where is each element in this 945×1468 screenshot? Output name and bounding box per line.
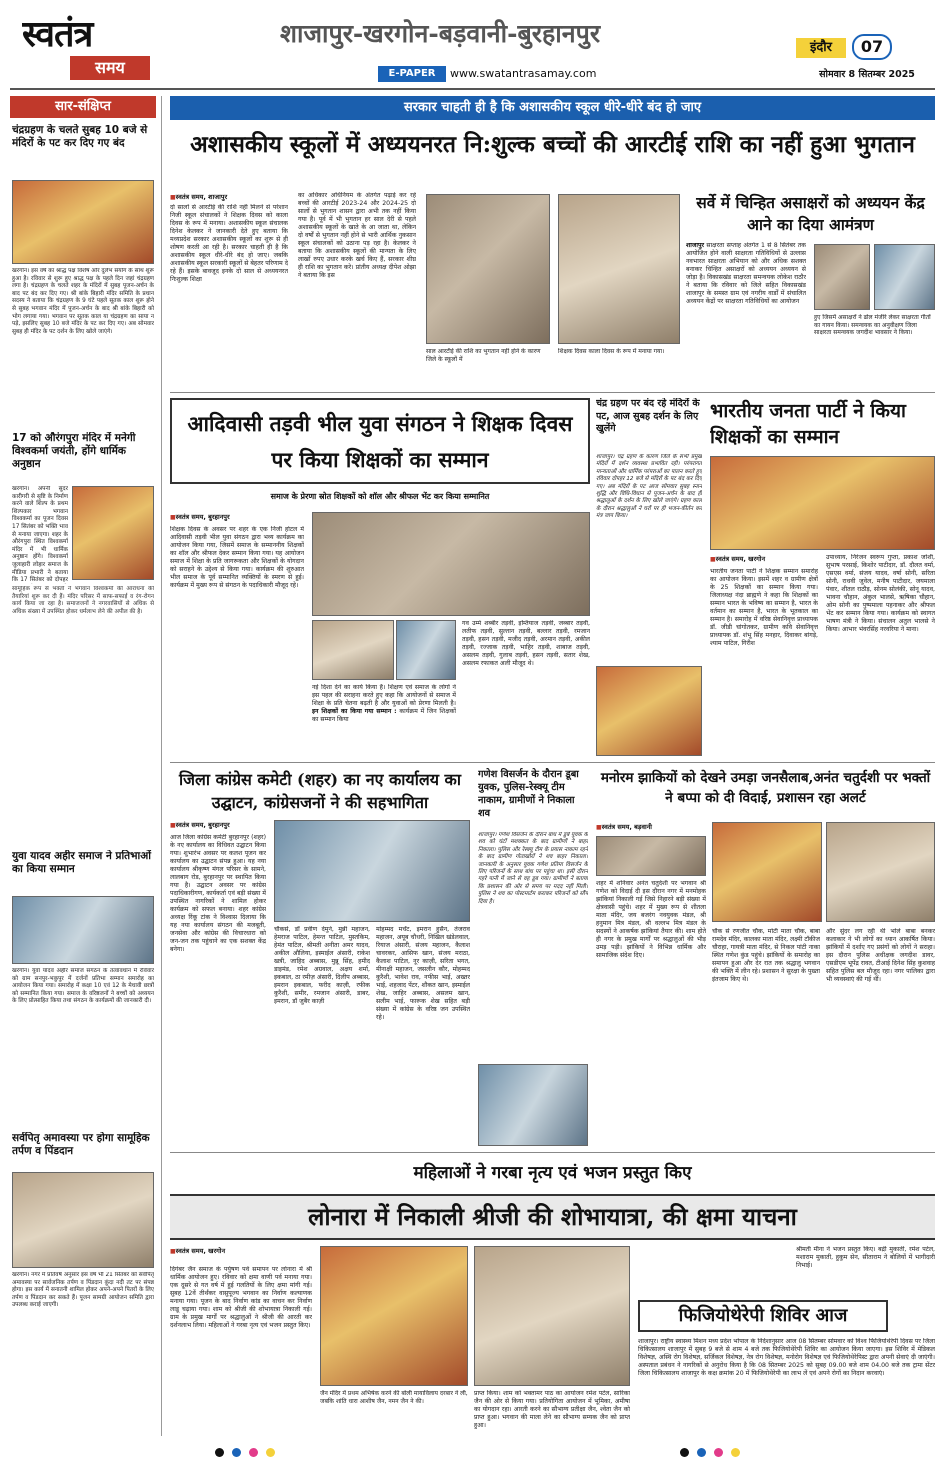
bhil-headline: आदिवासी तड़वी भील युवा संगठन ने शिक्षक दिवस पर किया शिक्षकों का सम्मान bbox=[187, 411, 573, 472]
lonara-women-photo bbox=[474, 1246, 630, 1386]
registration-mark-5 bbox=[680, 1448, 689, 1457]
bjp-col1: भारतीय जनता पार्टी ने शिक्षक सम्मान समारोह का आयोजन किया। इसमें शहर व ग्रामीण क्षेत्रों के 25 शिक्षकों का सम्मान किया गया। जिलाध्यक्ष नंदा ब्राह्मणे ने कहा कि शिक्षकों का सम्मान भारत के भविष्य का सम्मान है, भारत के वर्तमान का सम्मान है, भारत के भूतकाल का सम्मान है। समारोह में वरिष्ठ सेवानिवृत्त प्राध्यापक डॉ. जीडी चांगोतकर, ग्रामीण कवि सेवानिवृत्त प्राध्यापक डॉ. शंभू सिंह मनहार, दिवाकर बांगड़े, श्याम पाटिल, गिरीश bbox=[710, 568, 818, 647]
sidebar-item-2-headline: 17 को औरंगपुरा मंदिर में मनेगी विश्वकर्मा जयंती, होंगे धार्मिक अनुष्ठान bbox=[12, 432, 136, 470]
bhil-headline-box bbox=[170, 398, 590, 484]
top-story-col2: का अधिकार अधिनियम के अंतर्गत पढ़ाई कर रहे बच्चों की आरटीई 2023-24 और 2024-25 दो सालों से भुगतान शासन द्वारा अभी तक नहीं किया गया है। पूर्व में भी भुगतान हर साल देरी से पहले अशासकीय स्कूलों के खाते के आ जाता था, लेकिन दो वर्षों से भुगतान नहीं होने से भारी आर्थिक नुकसान स्कूल संचालकों को उठाना पड़ रहा है। केलकर ने बताया कि अशासकीय स्कूलों की मान्यता के लिए लाखों रुपए उधार करके खर्च किए हैं, सरकार शीघ्र ही राशि का भुगतान करे। प्रांतीय अध्यक्ष दीपेश ओझा ने बताया कि इस bbox=[298, 192, 416, 279]
rte-photo-2-caption: शिक्षक दिवस काला दिवस के रूप में मनाया गया। bbox=[558, 348, 665, 355]
registration-mark-8 bbox=[731, 1448, 740, 1457]
rte-protest-photo-1 bbox=[426, 194, 550, 344]
rescue-boat-photo bbox=[478, 1064, 588, 1146]
sidebar-item-4-headline: सर्वपितृ अमावस्या पर होगा सामूहिक तर्पण व पिंडदान bbox=[12, 1132, 150, 1157]
jhanki-photo-1 bbox=[596, 836, 706, 876]
lonara-byline: ■ स्वतंत्र समय, खरगोन bbox=[170, 1246, 310, 1256]
survey-photo-2 bbox=[874, 244, 935, 310]
tarpan-photo bbox=[12, 1172, 154, 1268]
section-divider-1 bbox=[170, 392, 935, 393]
registration-mark-2 bbox=[232, 1448, 241, 1457]
bhil-photo-speaker bbox=[396, 620, 456, 680]
registration-mark-4 bbox=[266, 1448, 275, 1457]
ganesh-story bbox=[478, 768, 588, 1148]
jhanki-story bbox=[596, 768, 935, 1148]
top-story-byline: ■ स्वतंत्र समय, शाजापुर bbox=[170, 192, 290, 201]
chandragrahan-text: शाजापुर। चंद्र ग्रहण के कारण जिले के सभी प्रमुख मंदिरों में दर्शन व्यवस्था प्रभावित रही। परंपरागत मान्यताओं और धार्मिक परंपराओं का पालन करते हुए रविवार दोपहर 12 बजे से मंदिरों के पट बंद कर दिए गए। अब मंदिरों के पट आज सोमवार सुबह स्नान शुद्धि और विधि-विधान से पूजन-अर्चन के बाद ही श्रद्धालुओं के दर्शन के लिए खोले जाएंगे। ग्रहण काल के दौरान श्रद्धालुओं ने घरों पर ही भजन-कीर्तन कर मंत्र जाप किया। bbox=[596, 454, 702, 520]
survey-text bbox=[686, 242, 806, 382]
physio-story bbox=[638, 1300, 935, 1436]
sidebar bbox=[10, 96, 156, 1436]
registration-mark-1 bbox=[215, 1448, 224, 1457]
survey-headline: सर्वे में चिन्हित असाक्षरों को अध्ययन केंद्र आने का दिया आमंत्रण bbox=[696, 193, 925, 234]
section-divider-2 bbox=[170, 762, 935, 763]
survey-text-body: साक्षरता सप्ताह अंतर्गत 1 से 8 सितंबर तक आयोजित होने वाली साक्षरता गतिविधियों से उल्लास नवभारत साक्षरता अभियान को और अधिक सशक्त बनाकर चिन्हित असाक्षरों को अध्ययन अध्ययन से जोड़ा है। विकासखंड साक्षरता समन्वयक लोकेश राठौर ने बताया कि रविवार को जिले सहित विकासखंड शाजापुर के समस्त ग्राम एवं नगरीय वार्डों में संचालित अध्ययन केंद्रों पर साक्षरता गतिविधियों का आयोजन bbox=[686, 242, 806, 305]
logo-top: स्वतंत्र bbox=[22, 13, 93, 52]
lonara-col4-wrap bbox=[638, 1246, 935, 1298]
registration-mark-6 bbox=[697, 1448, 706, 1457]
lonara-body bbox=[170, 1246, 630, 1436]
top-story-body bbox=[170, 192, 680, 388]
jhanki-headline: मनोरम झाकियों को देखने उमड़ा जनसैलाब,अनंत चतुर्दशी पर भक्तों ने बप्पा को दी विदाई, प्रशासन रहा अलर्ट bbox=[600, 770, 931, 806]
bhil-col2-bold: इन शिक्षकों का किया गया सम्मान : bbox=[312, 708, 397, 715]
lonara-col1: दिगंबर जैन समाज के पर्युषण पर्व समापन पर लोनारा में श्री धार्मिक आयोजन हुए। रविवार को क्षमा वाणी पर्व मनाया गया। एक दूसरे से गत वर्ष में हुई गलतियों के लिए क्षमा मांगी गई। सुबह 12वें तीर्थंकर वासुपूज्य भगवान का निर्वाण कल्याणक मनाया गया। पूजन के बाद निर्वाण कांड का वाचन कर निर्वाण लाडू चढ़ाया गया। शाम को श्रीजी की शोभायात्रा निकाली गई। ग्राम के प्रमुख मार्गों पर श्रद्धालुओं ने श्रीजी की आरती कर दर्शनलाभ लिया। महिलाओं ने गरबा नृत्य एवं भजन प्रस्तुत किए। bbox=[170, 1266, 312, 1329]
bhil-photo-honour bbox=[312, 620, 394, 680]
congress-story bbox=[170, 768, 470, 1148]
bhil-col2 bbox=[312, 684, 456, 752]
sidebar-item-3-headline: युवा यादव अहीर समाज ने प्रतिभाओं का किया सम्मान bbox=[12, 850, 151, 875]
bjp-photo bbox=[710, 456, 935, 550]
page-number: 07 bbox=[852, 34, 892, 60]
bhil-col1: शिक्षक दिवस के अवसर पर शहर के एक निजी होटल में आदिवासी तड़वी भील युवा संगठन द्वारा भव्य कार्यक्रम का आयोजन किया गया, जिसमें समाज के सम्माननीय शिक्षकों का शॉल और श्रीफल देकर सम्मान किया गया। यह आयोजन समाज में शिक्षा के प्रति जागरूकता और शिक्षकों के योगदान को सराहने के उद्देश्य से किया गया। कार्यक्रम की शुरुआत भील समाज के पूर्व सम्मानित व्यक्तियों के स्मरण से हुई। कार्यक्रम में मुख्य रूप से संगठन के पदाधिकारी मौजूद रहे। bbox=[170, 526, 304, 589]
sidebar-item-2-text-cont: सामूहिक रूप से भक्तों ने भगवान विश्वकर्मा की आराधना की तैयारियां शुरू कर दी हैं। मंदिर परिसर में साफ-सफाई व रंग-रोगन कार्य किया जा रहा है। समाजजनों ने नगरवासियों से अधिक से अधिक संख्या में उपस्थित होकर धर्मलाभ लेने की अपील की है। bbox=[12, 586, 154, 615]
sidebar-title: सार-संक्षिप्त bbox=[10, 96, 156, 118]
lonara-headline-box bbox=[170, 1194, 935, 1240]
bjp-headline: भारतीय जनता पार्टी ने किया शिक्षकों का सम्मान bbox=[710, 400, 906, 448]
ganesh-headline: गणेश विसर्जन के दौरान डूबा युवक, पुलिस-रेस्क्यू टीम नाकाम, ग्रामीणों ने निकाला शव bbox=[478, 769, 579, 819]
sidebar-item-1-headline: चंद्रग्रहण के चलते सुबह 10 बजे से मंदिरों के पट कर दिए गए बंद bbox=[12, 124, 148, 149]
congress-col1: आज जिला कांग्रेस कमेटी बुरहानपुर (शहर) के नए कार्यालय का विधिवत उद्घाटन किया गया। शुभारंभ अवसर पर कलश पूजन कर कार्यालय का उद्घाटन संपन्न हुआ। यह नया कार्यालय श्रीकृष्ण मंगल परिसर के सामने, लालबाग रोड, बुरहानपुर पर स्थापित किया गया है। उद्घाटन अवसर पर कांग्रेस पदाधिकारीगण, कार्यकर्ता एवं बड़ी संख्या में उपस्थित नागरिकों ने शामिल होकर कार्यक्रम को सफल बनाया। शहर कांग्रेस अध्यक्ष रिंकू टांक ने विश्वास दिलाया कि यह नया कार्यालय संगठन की मजबूती, जनसेवा और कांग्रेस की विचारधारा को जन-जन तक पहुंचाने का एक सशक्त केंद्र बनेगा। bbox=[170, 834, 266, 953]
jhanki-col3: और सुंदर लग रही थी भोले बाबा बनकर कलाकार ने भी लोगों का ध्यान आकर्षित किया। झांकियों में दर्शाए गए प्रसंगों को लोगों ने सराहा। इस दौरान पुलिस अधीक्षक जगदीश डावर, एसडीएम भूपेंद्र रावत, टीआई दिनेश सिंह कुशवाह सहित पुलिस बल मौजूद रहा। नगर पालिका द्वारा भी व्यवस्थाएं की गई थीं। bbox=[826, 928, 935, 983]
date-label: सोमवार 8 सितम्बर 2025 bbox=[819, 69, 915, 80]
lonara-col4: श्रीमती मीना ने भजन प्रस्तुत किए। बद्री मुकाती, रमेश पटेल, मशाराम मुकाती, हुकुम सेन, सीताराम ने बोलियों में भागीदारी निभाई। bbox=[796, 1246, 935, 1269]
chandragrahan-story bbox=[596, 398, 702, 758]
survey-story bbox=[686, 192, 935, 388]
physio-text: शाजापुर। राष्ट्रीय स्वास्थ्य मिशन मध्य प्रदेश भोपाल के निर्देशानुसार आज 08 सितम्बर सोमवार को विश्व फिजियोथेरेपी दिवस पर जिला चिकित्सालय शाजापुर में सुबह 9 बजे से शाम 4 बजे तक फिजियोथेरेपी शिविर का आयोजन किया जाएगा। इस शिविर में मेडिकल विशेषज्ञ, अस्थि रोग विशेषज्ञ, सर्जिकल विशेषज्ञ, नेत्र रोग विशेषज्ञ, मनोरोग विशेषज्ञ एवं फिजियोथेरेपिस्ट द्वारा अपनी सेवाएं दी जाएंगी। अस्पताल प्रबंधन ने नागरिकों से अनुरोध किया है कि 08 सितम्बर 2025 को सुबह 09.00 बजे शाम 04.00 बजे तक ट्रामा सेंटर जिला चिकित्सालय शाजापुर के कक्ष क्रमांक 20 में फिजियोथेरेपी का लाभ लें एवं अपने रोगों का निदान करवाएं। bbox=[638, 1338, 935, 1377]
bjp-byline: ■ स्वतंत्र समय, खरगोन bbox=[710, 554, 820, 564]
bjp-story bbox=[710, 398, 935, 758]
temple-photo bbox=[12, 180, 154, 264]
website-link[interactable]: www.swatantrasamay.com bbox=[450, 67, 597, 80]
jhanki-col2: चौक से रणजीत चौक, मोटी माता चौक, बाबा रामदेव मंदिर, कालका माता मंदिर, लक्ष्मी टॉकीज चौराहा, गायत्री माता मंदिर, से निकल पांटी नाका स्थित गणेश कुंड पहुंचे। झांकियों के समारोह का समापन हुआ और देर रात तक श्रद्धालु भगवान की भक्ति में लीन रहे। प्रशासन ने सुरक्षा के पुख्ता इंतजाम किए थे। bbox=[712, 928, 820, 983]
temple-closed-photo bbox=[596, 666, 702, 756]
lonara-headline: लोनारा में निकाली श्रीजी की शोभायात्रा, की क्षमा याचना bbox=[308, 1202, 797, 1231]
masthead bbox=[0, 0, 945, 88]
bhil-col2-text: नई दिशा देने का कार्य किया है। शिक्षण एवं समाज के लोगों ने इस पहल की सराहना करते हुए कहा कि आयोजनों से समाज में शिक्षा के प्रति चेतना बढ़ती है और युवाओं को प्रेरणा मिलती है। bbox=[312, 684, 456, 707]
lonara-photo-caption: जैन मंदिर में प्रथम अभिषेक करने की बोली मायाविलाय दरबार ने ली, जबकि शांति धारा आशीष जैन, नमन जैन ने की। bbox=[320, 1390, 468, 1405]
ganesh-text: शाजापुर। गणेश विसर्जन के दौरान बांध में डूबे युवक के शव को घंटों मशक्कत के बाद ग्रामीणों ने बाहर निकाला। पुलिस और रेस्क्यू टीम के प्रयास नाकाम रहने के बाद ग्रामीण गोताखोरों ने शव बाहर निकाला। जानकारी के अनुसार युवक गणेश प्रतिमा विसर्जन के लिए परिजनों के साथ बांध पर पहुंचा था। इसी दौरान गहरे पानी में जाने से वह डूब गया। ग्रामीणों ने बताया कि प्रशासन की ओर से समय पर मदद नहीं मिली। पुलिस ने शव का पोस्टमार्टम कराकर परिजनों को सौंप दिया है। bbox=[478, 832, 588, 905]
bhil-col2-after: कार्यक्रम में जिन शिक्षकों का सम्मान किया bbox=[312, 708, 456, 723]
sidebar-item-4-text: खरगोन। नगर में प्रतिवर्ष अनुसार इस वर्ष भी 21 सितंबर को सर्वपितृ अमावस्या पर सार्वजनिक तर्पण व पिंडदान कुंदा नदी तट पर संपन्न होगा। इस कार्य में सनातनी शामिल होकर अपने-अपने पितरों के लिए तर्पण व पिंडदान कर सकते हैं। पूजन सामग्री आयोजन समिति द्वारा उपलब्ध कराई जाएगी। bbox=[12, 1272, 154, 1309]
section-divider-3 bbox=[170, 1152, 935, 1153]
survey-photo-1 bbox=[814, 244, 870, 310]
sidebar-item-2-text: खरगोन। अपनी सुंदर कारीगरी से सृष्टि के निर्माण करने वाले शिल्प के प्रथम शिल्पकार भगवान विश्वकर्मा का पूजन दिवस 17 सितंबर को भक्ति भाव से मनाया जाएगा। शहर के औरंगपुरा स्थित विश्वकर्मा मंदिर में भी धार्मिक अनुष्ठान होंगे। विश्वकर्मा जुलाहारी लोहार समाज के मीडिया प्रभारी ने बताया कि 17 सितंबर को दोपहर bbox=[12, 486, 68, 584]
bhil-story bbox=[170, 398, 590, 758]
congress-headline: जिला कांग्रेस कमेटी (शहर) का नए कार्यालय का उद्घाटन, कांग्रेसजनों ने की सहभागिता bbox=[179, 770, 461, 812]
physio-headline: फिजियोथेरेपी शिविर आज bbox=[678, 1305, 848, 1326]
registration-mark-7 bbox=[714, 1448, 723, 1457]
bhil-photo-group bbox=[312, 512, 590, 616]
lonara-kicker: महिलाओं ने गरबा नृत्य एवं भजन प्रस्तुत किए bbox=[413, 1163, 692, 1183]
epaper-label: E-PAPER bbox=[378, 66, 446, 82]
jhanki-photo-2 bbox=[712, 822, 822, 922]
yadav-samaj-photo bbox=[12, 896, 154, 964]
congress-col3: मोहम्मद मर्चेंट, इमरान हुसैन, तेजराव महाजन, अयूब चौधरी, निखिल खंडेलवाल, रियाज अंसारी, संजय महाजन, कैलाश चावरकर, आसिफ खान, संजय मराठा, कैलाश पाटिल, नूर काज़ी, सरिता भगत, मीनाक्षी महाजन, जसलीन कौर, मोहम्मद कुरैशी, भावेश राव, नफीस भाई, अख्तर भाई, शहजाद पेंटर, शौकत खान, इस्माईल शेख, जाहिर अब्बास, असलम खान, सलीम भाई, फारूक शेख सहित बड़ी संख्या में कांग्रेस के वरिष्ठ जन उपस्थित रहे। bbox=[376, 926, 470, 1021]
bhil-subhead: समाज के प्रेरणा स्रोत शिक्षकों को शॉल और श्रीफल भेंट कर किया सम्मानित bbox=[270, 492, 490, 501]
masthead-divider bbox=[10, 88, 935, 90]
jhanki-byline: ■ स्वतंत्र समय, बड़वानी bbox=[596, 822, 706, 832]
registration-mark-3 bbox=[249, 1448, 258, 1457]
vishwakarma-photo bbox=[72, 486, 154, 580]
region-title: शाजापुर-खरगोन-बड़वानी-बुरहानपुर bbox=[280, 19, 601, 48]
top-story-kicker: सरकार चाहती ही है कि अशासकीय स्कूल धीरे-धीरे बंद हो जाए bbox=[170, 96, 935, 120]
chandragrahan-headline: चंद्र ग्रहण पर बंद रहे मंदिरों के पट, आज सुबह दर्शन के लिए खुलेंगे bbox=[596, 398, 700, 434]
rte-protest-photo-2 bbox=[558, 194, 680, 344]
physio-headline-box bbox=[638, 1300, 888, 1332]
congress-office-photo bbox=[274, 820, 470, 922]
survey-byline: शाजापुर bbox=[686, 242, 705, 249]
bhil-byline: ■ स्वतंत्र समय, बुरहानपुर bbox=[170, 512, 310, 522]
bjp-col2: उपाध्याय, निरंजन स्वरूप गुप्ता, प्रकाश जोशी, सुभाष परसाई, किशोर पाटीदार, डॉ. दौलत वर्मा, एसएस वर्मा, संजय यादव, वर्षा सोनी, सरिता सोनी, राधवी जुवेल, मनीष पाटीदार, जयमाला पंवार, शीतल राठौड़, सोनम सोलंकी, सोनू यादव, भावना चौहान, अंकुल भालसे, ऋषिका चौहान, ओम सोनी का पुष्पमाला पहनाकर और श्रीफल भेंट कर सम्मान किया गया। कार्यक्रम को स्वागत भाषण मंत्री ने किया। संचालन अतुल भालसे ने किया। आभार भंवरसिंह नरवरिया ने माना। bbox=[826, 554, 935, 633]
congress-col2: चौकसे, डॉ प्रवीण देमुने, मुन्नी महाजन, हेमराज पाटिल, हेमन्त पाटिल, मुस्तकिम, हेमंत पाटिल, श्रीमती अनीता अमर यादव, अकील औलिया, इस्माईल अंसारी, राकेश खत्री, जाहिद अब्बास, मुन्नू सिंह, हमीद डाइमंड, रमेश अग्रवाल, अक्षय शर्मा, इकबाल, ठा रमीज़ अंसारी, दिलीप अब्बास, इमरान इकबाल, फरीद काज़ी, रफीक कुरैशी, समीर, रमजान अंसारी, डाबर, इमरान, डॉ जुबैर काज़ी bbox=[274, 926, 370, 1005]
jhanki-col1: शहर में शनिवार अनंत चतुर्दशी पर भगवान श्री गणेश को विदाई दी इस दौरान नगर में मनमोहक झांकियां निकाली गई जिसे निहारने बड़ी संख्या में क्षेत्रवासी पहुंचे। शहर में मुख्य रूप से शीतला माता मंदिर, जय बजरंग नवयुवक मंडल, श्री हनुमान मित्र मंडल, श्री वल्लभ मित्र मंडल के सदस्यों ने आकर्षक झांकियां तैयार की। शाम होते ही नगर के प्रमुख मार्गों पर श्रद्धालुओं की भीड़ उमड़ पड़ी। झांकियों ने विभिन्न धार्मिक और सामाजिक संदेश दिए। bbox=[596, 880, 706, 959]
logo-bottom: समय bbox=[70, 56, 150, 80]
city-label: इंदौर bbox=[796, 38, 846, 58]
top-story-headline: अशासकीय स्कूलों में अध्ययनरत नि:शुल्क बच्चों की आरटीई राशि का नहीं हुआ भुगतान bbox=[190, 131, 915, 158]
sidebar-item-1-text: खरगोन। इस वर्ष का श्राद्ध पक्ष विशेष और दुर्लभ संयोग के साथ शुरू हुआ है। रविवार से शुरू हुए श्राद्ध पक्ष के पहले दिन जहां चंद्रग्रहण लगा है। चंद्रग्रहण के चलते शहर के मंदिरों में सुबह पूजन-अर्चन के बाद पट बंद कर दिए गए। श्री बांके बिहारी मंदिर समिति के प्रधान सदस्य ने बताया कि चंद्रग्रहण के 9 घंटे पहले सूतक काल शुरू होने से सुबह भगवान मंदिर में पूजन-अर्चन के बाद श्री बांके बिहारी को भोग लगाया गया। भगवान पर सूतक काल या चंद्रग्रहण का साया न पड़े, इसलिए सुबह 10 बजे मंदिर के पट कर दिए गए। अब सोमवार सुबह ही मंदिर के पट दर्शन के लिए खोले जाएंगे। bbox=[12, 268, 154, 335]
top-story-col1: दो सालों से आरटीई की राशि नहीं मिलने से परेशान निजी स्कूल संचालकों ने शिक्षक दिवस को काला दिवस के रूप में मनाया। अशासकीय स्कूल संचालक दिनेश केलकर ने जानकारी देते हुए बताया कि मध्यप्रदेश सरकार अशासकीय स्कूलों का शुरू से ही शोषण करती आ रही है। सरकार चाहती ही है कि अशासकीय स्कूल धीरे-धीरे बंद हो जाए। जबकि अशासकीय स्कूल सरकारी स्कूलों से बेहतर परिणाम दे रहे हैं। इसके बावजूद इनके दो साल से अध्ययनरत निःशुल्क शिक्षा bbox=[170, 204, 288, 283]
lonara-procession-photo bbox=[320, 1246, 468, 1386]
lonara-col3: प्राप्त किया। शाम को भक्तामर पाठ का आयोजन रमेश पटेल, सारिका जैन की ओर से किया गया। प्रतियोगिता आयोजन में भूमिका, अमीषा का योगदान रहा। आरती करने का सौभाग्य प्रतीक्षा जैन, श्वेता जैन को प्राप्त हुआ। भगवान की माला लेने का सौभाग्य सम्यक जैन को प्राप्त हुआ। bbox=[474, 1390, 630, 1429]
sidebar-divider bbox=[161, 96, 162, 1436]
bhil-names: गव उम्मे शब्बीर तड़वी, इम्तियाज तड़वी, जब्बार तड़वी, लतीफ तड़वी, सुल्तान तड़वी, बल्लार तड़वी, रमजान तड़वी, हसन तड़वी, मजीद तड़वी, अरमान तड़वी, अकील तड़वी, रज्जाक तड़वी, भाहिर तड़वी, शाबाज तड़वी, असलम तड़वी, गुलाब तड़वी, हसन तड़वी, सतार शेख, असलम रफाकत अली मौजूद थे। bbox=[462, 620, 590, 667]
rte-photo-1-caption: साल आरटीई की राशि का भुगतान नहीं होने के कारण जिले के स्कूलों में bbox=[426, 348, 541, 363]
sidebar-item-3-text: खरगोन। युवा यादव अहीर समाज संगठन के तत्वावधान में रविवार को ग्राम सनपुर-भकुपुर में दर्जनों प्रतिभा सम्मान समारोह का आयोजन किया गया। समारोह में कक्षा 10 एवं 12 के मेधावी छात्रों को सम्मानित किया गया। समाज के वरिष्ठजनों ने बच्चों को अध्ययन के लिए प्रोत्साहित किया तथा संगठन के कार्यक्रमों की जानकारी दी। bbox=[12, 968, 154, 1005]
congress-byline: ■ स्वतंत्र समय, बुरहानपुर bbox=[170, 820, 280, 830]
jhanki-photo-3 bbox=[826, 822, 935, 922]
survey-caption: हुए जिसमें असाक्षरों ने ढोल मंजीरे लेकर साक्षरता गीतों का गायन किया। समन्वयक का अनुवीक्षण जिला साक्षरता समन्वयक जगदीश भावसार ने किया। bbox=[814, 314, 931, 336]
